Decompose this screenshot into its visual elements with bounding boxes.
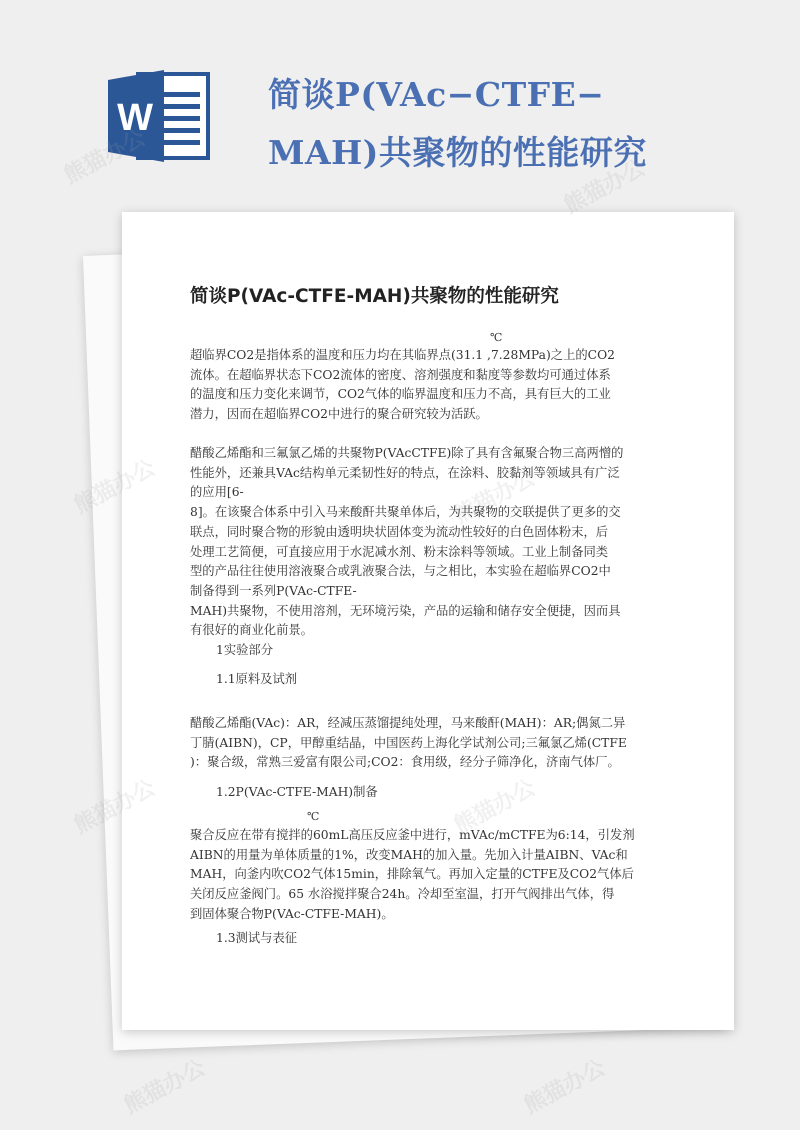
section-heading-1-1: 1.1原料及试剂 xyxy=(216,672,298,686)
word-icon-letter: W xyxy=(117,97,153,139)
paragraph-line: 性能外，还兼具VAc结构单元柔韧性好的特点，在涂料、胶黏剂等领域具有广泛 xyxy=(190,465,620,480)
paragraph-line: 聚合反应在带有搅拌的60mL高压反应釜中进行，mVAc/mCTFE为6:14，引发剂 xyxy=(190,828,635,842)
watermark: 熊猫办公 xyxy=(520,1055,610,1119)
word-document-icon xyxy=(108,68,212,164)
paragraph-line: 关闭反应釜阀门。65 水浴搅拌聚合24h。冷却至室温，打开气阀排出气体，得 xyxy=(190,887,615,902)
paragraph-line: 的应用[6- xyxy=(190,485,244,500)
degree-symbol: ℃ xyxy=(490,331,503,344)
paragraph-2 xyxy=(190,444,640,641)
paragraph-line: 超临界CO2是指体系的温度和压力均在其临界点(31.1 ,7.28MPa)之上的CO2 xyxy=(190,348,615,362)
watermark: 熊猫办公 xyxy=(60,125,150,189)
watermark: 熊猫办公 xyxy=(560,155,650,219)
paragraph-line: 的温度和压力变化来调节，CO2气体的临界温度和压力不高，具有巨大的工业 xyxy=(190,387,611,402)
paragraph-line: 有很好的商业化前景。 xyxy=(190,623,313,638)
paragraph-line: 醋酸乙烯酯和三氟氯乙烯的共聚物P(VAcCTFE)除了具有含氟聚合物三高两憎的 xyxy=(190,446,624,460)
paragraph-line: 联点，同时聚合物的形貌由透明块状固体变为流动性较好的白色固体粉末，后 xyxy=(190,524,609,539)
degree-symbol: ℃ xyxy=(307,810,320,823)
paragraph-3 xyxy=(190,714,640,773)
watermark: 熊猫办公 xyxy=(120,1055,210,1119)
paragraph-line: )：聚合级，常熟三爱富有限公司;CO2：食用级，经分子筛净化，济南气体厂。 xyxy=(190,755,620,770)
paragraph-line: 丁腈(AIBN)，CP，甲醇重结晶，中国医药上海化学试剂公司;三氟氯乙烯(CTFE xyxy=(190,735,627,750)
paragraph-line: 到固体聚合物P(VAc-CTFE-MAH)。 xyxy=(190,906,394,921)
section-heading-1: 1实验部分 xyxy=(216,643,274,657)
section-heading-1-3: 1.3测试与表征 xyxy=(216,931,298,945)
paragraph-4 xyxy=(190,826,640,925)
header-title xyxy=(268,66,768,182)
paragraph-line: MAH，向釜内吹CO2气体15min，排除氧气。再加入定量的CTFE及CO2气体后 xyxy=(190,867,634,882)
paragraph-line: 8]。在该聚合体系中引入马来酸酐共聚单体后，为共聚物的交联提供了更多的交 xyxy=(190,505,621,520)
section-heading-1-2: 1.2P(VAc-CTFE-MAH)制备 xyxy=(216,785,378,799)
paragraph-line: 潜力，因而在超临界CO2中进行的聚合研究较为活跃。 xyxy=(190,407,488,422)
header-title-line-1: 简谈P(VAc−CTFE− xyxy=(268,75,605,114)
paragraph-line: 流体。在超临界状态下CO2流体的密度、溶剂强度和黏度等参数均可通过体系 xyxy=(190,367,611,382)
document-title: 简谈P(VAc-CTFE-MAH)共聚物的性能研究 xyxy=(190,286,559,307)
paragraph-line: 处理工艺简便，可直接应用于水泥减水剂、粉末涂料等领域。工业上制备同类 xyxy=(190,544,609,559)
paragraph-line: AIBN的用量为单体质量的1%，改变MAH的加入量。先加入计量AIBN、VAc和 xyxy=(190,847,628,862)
paragraph-1 xyxy=(190,346,640,425)
paragraph-line: MAH)共聚物，不使用溶剂，无环境污染，产品的运输和储存安全便捷，因而具 xyxy=(190,603,621,618)
paragraph-line: 型的产品往往使用溶液聚合或乳液聚合法，与之相比，本实验在超临界CO2中 xyxy=(190,564,611,579)
header-title-line-2: MAH)共聚物的性能研究 xyxy=(268,133,647,172)
paragraph-line: 制备得到一系列P(VAc-CTFE- xyxy=(190,583,357,598)
paragraph-line: 醋酸乙烯酯(VAc)：AR，经减压蒸馏提纯处理，马来酸酐(MAH)：AR;偶氮二异 xyxy=(190,716,626,730)
